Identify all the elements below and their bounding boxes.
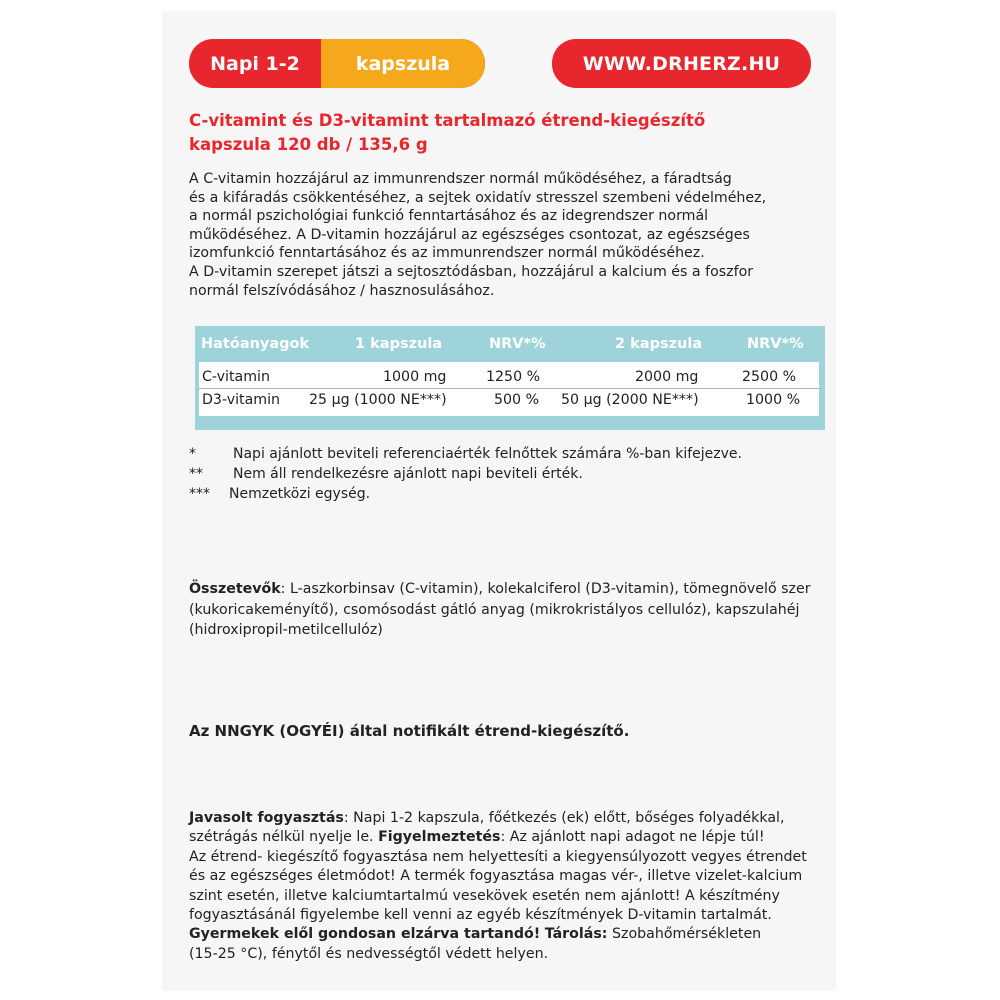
children-warning: Gyermekek elől gondosan elzárva tartandó! [189,926,541,943]
cell-nrv-1: 500 % [494,392,540,408]
cell-1-capsule: 25 µg (1000 NE***) [309,392,447,408]
ingredients-label: Összetevők [189,581,281,597]
intro-text [189,170,829,300]
storage-label: Tárolás: [544,926,608,943]
footnote-mark: * [189,446,196,462]
warning-label: Figyelmeztetés [378,829,501,846]
intro-line: A D-vitamin szerepet játszi a sejtosztódásban, hozzájárul a kalcium és a foszfor [189,263,754,280]
cell-nrv-2: 1000 % [746,392,801,408]
footnote-mark: ** [189,466,203,482]
nutrition-table [195,326,825,430]
table-body [199,362,819,416]
cell-ingredient: C-vitamin [202,369,270,385]
usage-text: Szobahőmérsékleten [607,926,762,943]
usage-text: Az étrend- kiegészítő fogyasztása nem helyettesíti a kiegyensúlyozott vegyes étrendet [189,848,807,865]
intro-line: A C-vitamin hozzájárul az immunrendszer normál működéséhez, a fáradtság [189,171,732,187]
table-row [199,389,819,413]
ingredients [189,579,829,641]
cell-nrv-2: 2500 % [742,369,797,385]
usage-text: (15-25 °C), fénytől és nedvességtől védett helyen. [189,945,549,962]
usage-text: és az egészséges életmódot! A termék fogyasztása magas vér-, illetve vizelet-kalcium [189,868,803,885]
ingredients-text: (hidroxipropil-metilcellulóz) [189,622,383,638]
table-header [195,326,825,362]
ingredients-text: (kukoricakeményítő), csomósodást gátló anyag (mikrokristályos cellulóz), kapszulahéj [189,601,800,618]
intro-line: izomfunkció fenntartásához és az immunrendszer normál működéséhez. [189,245,705,262]
intro-line: működéséhez. A D-vitamin hozzájárul az egészséges csontozat, az egészséges [189,226,750,243]
usage-text: : Napi 1-2 kapszula, főétkezés (ek) előtt, bőséges folyadékkal, [343,810,785,826]
footnote-text: Nemzetközi egység. [229,486,371,502]
usage-label: Javasolt fogyasztás [189,810,344,826]
header-1-capsule: 1 kapszula [355,336,443,352]
usage-text: szint esetén, illetve kalciumtartalmú vesekövek esetén nem ajánlott! A készítmény [189,887,780,904]
ingredients-text: : L-aszkorbinsav (C-vitamin), kolekalciferol (D3-vitamin), tömegnövelő szer [280,581,811,597]
dose-label: Napi 1-2 [210,52,300,75]
intro-line: normál felszívódásához / hasznosulásához. [189,282,495,299]
header-nrv-1: NRV*% [489,336,546,352]
notification-statement: Az NNGYK (OGYÉI) által notifikált étrend-kiegészítő. [189,722,630,740]
cell-1-capsule: 1000 mg [383,369,447,385]
intro-line: és a kifáradás csökkentéséhez, a sejtek oxidatív stresszel szembeni védelméhez, [189,189,767,206]
usage-text: szétrágás nélkül nyelje le. [189,829,379,846]
table-row [199,366,819,390]
cell-nrv-1: 1250 % [486,369,541,385]
header-active-ingredients: Hatóanyagok [201,336,310,352]
dose-unit: kapszula [321,39,485,88]
title-line-1: C-vitamint és D3-vitamint tartalmazó étrend-kiegészítő [189,111,706,130]
header-nrv-2: NRV*% [747,336,804,352]
cell-ingredient: D3-vitamin [202,392,281,408]
footnote-text: Napi ajánlott beviteli referenciaérték felnőttek számára %-ban kifejezve. [233,446,742,462]
header-2-capsules: 2 kapszula [615,336,703,352]
usage-text: fogyasztásánál figyelembe kell venni az egyéb készítmények D-vitamin tartalmát. [189,907,772,924]
usage-instructions [189,809,829,964]
title-line-2: kapszula 120 db / 135,6 g [189,135,428,154]
footnote-text: Nem áll rendelkezésre ajánlott napi beviteli érték. [233,466,583,482]
cell-2-capsules: 50 µg (2000 NE***) [561,392,699,408]
dose-badge [189,39,485,88]
intro-line: a normál pszichológiai funkció fenntartásához és az idegrendszer normál [189,208,709,225]
usage-text: : Az ajánlott napi adagot ne lépje túl! [500,829,765,846]
website-badge: WWW.DRHERZ.HU [552,39,811,88]
footnote-mark: *** [189,486,210,502]
product-title [189,109,819,157]
product-label [163,12,835,990]
cell-2-capsules: 2000 mg [635,369,699,385]
